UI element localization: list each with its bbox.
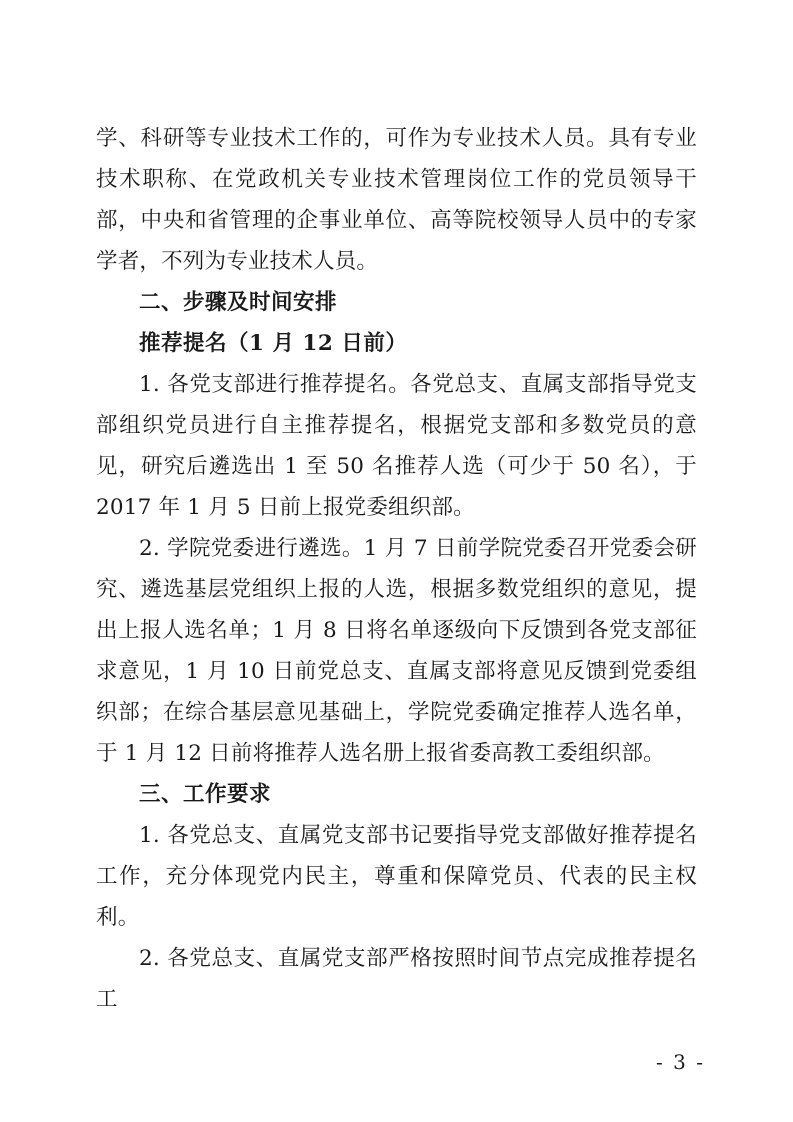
- section-heading-two: 二、步骤及时间安排: [139, 290, 338, 315]
- document-body: [96, 118, 697, 1020]
- paragraph-item-1: 1. 各党支部进行推荐提名。各党总支、直属支部指导党支部组织党员进行自主推荐提名，根据党支部和多数党员的意见，研究后遴选出 1 至 50 名推荐人选（可少于 50 名），于 2017 年 1 月 5 日前上报党委组织部。: [96, 372, 697, 520]
- page-number-label: - 3 -: [656, 1050, 705, 1074]
- paragraph-requirement-1: 1. 各党总支、直属党支部书记要指导党支部做好推荐提名工作，充分体现党内民主，尊重和保障党员、代表的民主权利。: [96, 823, 697, 930]
- paragraph-continuation: 学、科研等专业技术工作的，可作为专业技术人员。具有专业技术职称、在党政机关专业技术管理岗位工作的党员领导干部，中央和省管理的企事业单位、高等院校领导人员中的专家学者，不列为专业技术人员。: [96, 126, 697, 274]
- paragraph-item-2: 2. 学院党委进行遴选。1 月 7 日前学院党委召开党委会研究、遴选基层党组织上报的人选，根据多数党组织的意见，提出上报人选名单；1 月 8 日将名单逐级向下反馈到各党支部征求意见，1 月 10 日前党总支、直属支部将意见反馈到党委组织部；在综合基层意见基础上，学院党委确定推荐人选名单，于 1 月 12 日前将推荐人选名册上报省委高教工委组织部。: [96, 536, 697, 766]
- subsection-heading-recommendation: 推荐提名（1 月 12 日前）: [139, 331, 408, 356]
- page-number: [0, 1050, 793, 1074]
- paragraph-requirement-2: 2. 各党总支、直属党支部严格按照时间节点完成推荐提名工: [96, 946, 697, 1012]
- section-heading-three: 三、工作要求: [139, 782, 272, 807]
